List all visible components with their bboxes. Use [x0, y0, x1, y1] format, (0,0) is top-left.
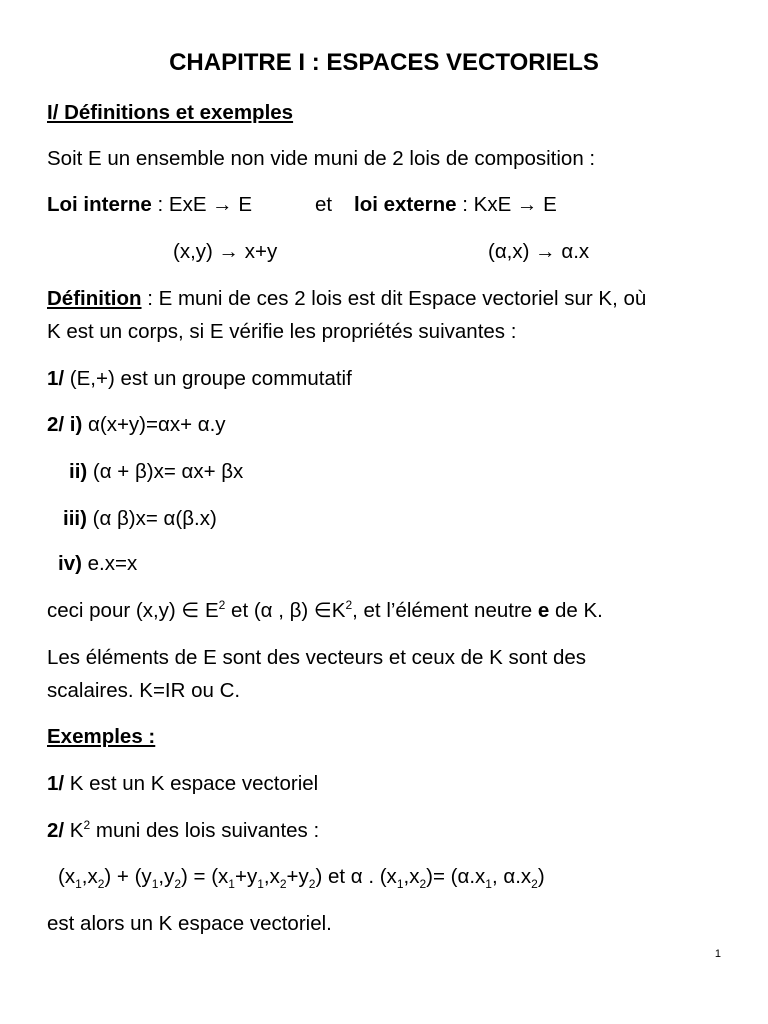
formula-part: +y — [286, 865, 309, 888]
formula-part: ) + (y — [104, 865, 152, 888]
intro-text: Soit E un ensemble non vide muni de 2 lois de composition : — [47, 147, 596, 170]
external-law-label: loi externe — [354, 193, 457, 216]
formula-part: ,y — [158, 865, 175, 888]
property-2iii-text: (α β)x= α(β.x) — [86, 507, 217, 530]
formula-part: )= (α.x — [426, 865, 486, 888]
ceci-text-d: de K. — [549, 599, 603, 622]
ceci-text-b: et (α , β) ∈K — [225, 599, 346, 622]
section-heading: I/ Définitions et exemples — [47, 101, 294, 124]
formula-part: ) et α . (x — [315, 865, 397, 888]
example-2-text-a: K — [64, 819, 84, 842]
subscript: 2 — [279, 877, 287, 892]
subscript: 1 — [257, 877, 264, 892]
definition-text-1: : E muni de ces 2 lois est dit Espace vectoriel sur K, où — [141, 287, 647, 310]
ceci-text-a: ceci pour (x,y) ∈ E — [47, 599, 219, 622]
example-1 — [47, 771, 728, 797]
neutral-element: e — [537, 599, 550, 622]
conclusion-text: est alors un K espace vectoriel. — [47, 912, 332, 935]
subscript: 2 — [531, 877, 538, 892]
example-2-label: 2/ — [47, 819, 65, 842]
formula-part: , α.x — [491, 865, 532, 888]
subscript: 2 — [308, 877, 316, 892]
ceci-text-c: , et l’élément neutre — [352, 599, 538, 622]
formula-part: ,x — [81, 865, 98, 888]
property-1 — [47, 366, 728, 392]
external-law-map: : KxE → E — [462, 193, 557, 216]
formula-part: ,x — [263, 865, 280, 888]
definition-line-1 — [47, 286, 728, 312]
property-2ii — [69, 459, 728, 485]
property-2i-text: α(x+y)=αx+ α.y — [82, 413, 226, 436]
property-1-label: 1/ — [47, 367, 65, 390]
exponent: 2 — [218, 598, 226, 613]
example-2 — [47, 818, 728, 844]
exponent: 2 — [83, 818, 91, 833]
example-2-text-b: muni des lois suivantes : — [90, 819, 320, 842]
property-1-text: (E,+) est un groupe commutatif — [64, 367, 352, 390]
example-1-label: 1/ — [47, 772, 65, 795]
examples-heading: Exemples : — [47, 725, 156, 748]
internal-law-rule: (x,y) → x+y — [173, 240, 278, 263]
ceci-line — [47, 598, 728, 624]
chapter-title: CHAPITRE I : ESPACES VECTORIELS — [169, 49, 599, 76]
formula-part: ) — [537, 865, 545, 888]
property-2i — [47, 412, 728, 438]
external-law-rule: (α,x) → α.x — [488, 240, 590, 263]
property-2i-label: 2/ i) — [47, 413, 83, 436]
elements-line-2: scalaires. K=IR ou C. — [47, 679, 241, 702]
et-word: et — [315, 193, 333, 216]
formula-part: (x — [58, 865, 76, 888]
subscript: 2 — [174, 877, 182, 892]
property-2iii-label: iii) — [63, 507, 87, 530]
laws-formula — [58, 864, 728, 890]
example-1-text: K est un K espace vectoriel — [64, 772, 319, 795]
definition-line-2: K est un corps, si E vérifie les propriétés suivantes : — [47, 320, 517, 343]
subscript: 1 — [485, 877, 492, 892]
subscript: 2 — [97, 877, 105, 892]
property-2iv — [58, 551, 728, 577]
property-2iii — [63, 506, 728, 532]
laws-line — [47, 192, 728, 218]
subscript: 2 — [419, 877, 427, 892]
formula-part: ) = (x — [181, 865, 229, 888]
formula-part: ,x — [403, 865, 420, 888]
page-number: 1 — [714, 948, 721, 960]
subscript: 1 — [396, 877, 404, 892]
elements-line-1: Les éléments de E sont des vecteurs et ceux de K sont des — [47, 646, 587, 669]
formula-part: +y — [234, 865, 258, 888]
internal-law-label: Loi interne — [47, 193, 152, 216]
property-2ii-label: ii) — [69, 460, 88, 483]
property-2iv-text: e.x=x — [81, 552, 138, 575]
subscript: 1 — [151, 877, 159, 892]
property-2ii-text: (α + β)x= αx+ βx — [87, 460, 244, 483]
subscript: 1 — [228, 877, 235, 892]
exponent: 2 — [345, 598, 353, 613]
subscript: 1 — [75, 877, 82, 892]
property-2iv-label: iv) — [58, 552, 82, 575]
internal-law-map: : ExE → E — [157, 193, 253, 216]
definition-label: Définition — [47, 287, 142, 310]
